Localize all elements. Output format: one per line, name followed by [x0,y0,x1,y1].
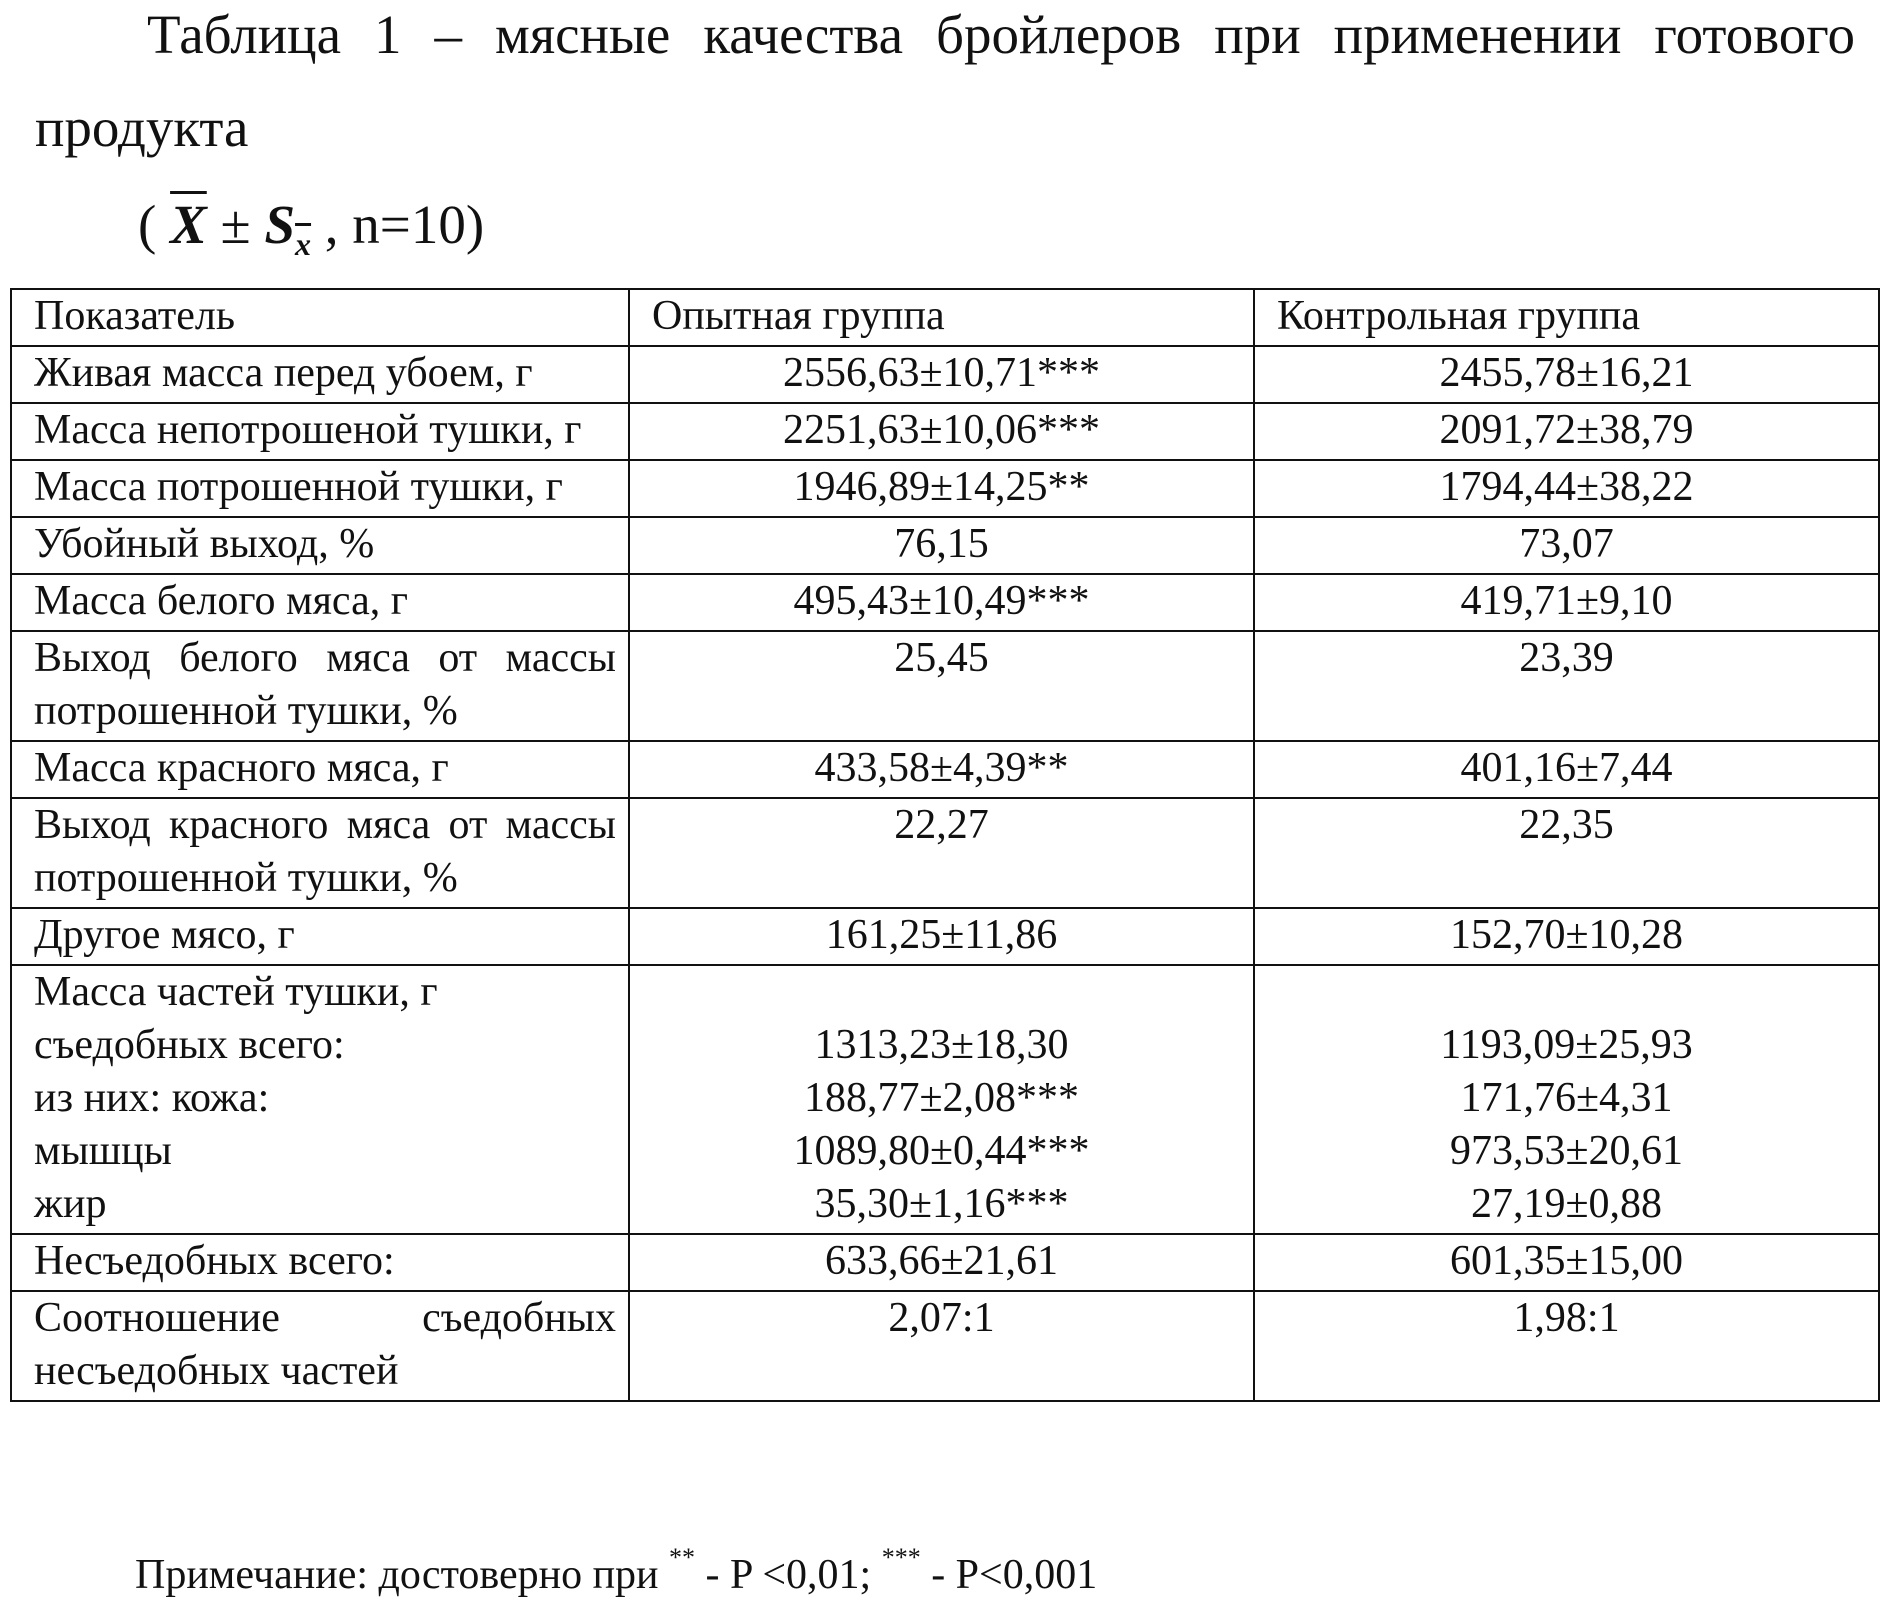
row-label: Масса потрошенной тушки, г [11,460,629,517]
footnote-threshold-2: - P<0,001 [920,1552,1098,1598]
control-value [1255,966,1878,1019]
table-row [11,346,1879,403]
row-label: Масса красного мяса, г [11,741,629,798]
header-experimental-group: Опытная группа [629,289,1254,346]
footnote-marker-double: ** [669,1543,696,1572]
experimental-value [630,966,1253,1019]
experimental-value: 2251,63±10,06*** [629,403,1254,460]
row-label: из них: кожа: [34,1075,270,1121]
meat-quality-table [10,288,1880,1402]
experimental-value: 495,43±10,49*** [629,574,1254,631]
table-row [11,631,1879,741]
experimental-value: 633,66±21,61 [629,1234,1254,1291]
row-label: Другое мясо, г [11,908,629,965]
control-value: 973,53±20,61 [1449,1128,1684,1174]
formula-plus-minus: ± [206,194,265,255]
header-control-group: Контрольная группа [1254,289,1879,346]
formula-sample-size: , n=10) [311,194,485,255]
row-label: Масса частей тушки, г [34,969,438,1015]
table-row-carcass-parts [11,965,1879,1234]
row-label: Живая масса перед убоем, г [11,346,629,403]
table-row [11,908,1879,965]
experimental-value-group [629,965,1254,1234]
row-label: Масса белого мяса, г [11,574,629,631]
control-value: 2091,72±38,79 [1254,403,1879,460]
control-value: 27,19±0,88 [1470,1181,1663,1227]
table-row [11,403,1879,460]
footnote-marker-triple: *** [881,1543,921,1572]
control-value: 419,71±9,10 [1254,574,1879,631]
control-value: 1193,09±25,93 [1440,1022,1693,1068]
formula-error: S [264,194,296,255]
formula-mean: $\overline{X}$ [170,194,207,255]
table-row [11,517,1879,574]
statistics-formula [138,190,484,279]
row-label-group [11,965,629,1234]
control-value: 23,39 [1254,631,1879,741]
table-row [11,460,1879,517]
row-label: Убойный выход, % [11,517,629,574]
experimental-value: 433,58±4,39** [629,741,1254,798]
table-header-row [11,289,1879,346]
row-label: жир [34,1181,107,1227]
table-caption-continuation: продукта [35,97,249,158]
experimental-value: 2,07:1 [629,1291,1254,1401]
formula-error-subscript: x [295,226,312,262]
experimental-value: 22,27 [629,798,1254,908]
experimental-value: 1946,89±14,25** [629,460,1254,517]
control-value: 73,07 [1254,517,1879,574]
footnote-threshold-1: - P <0,01; [695,1552,882,1598]
experimental-value: 35,30±1,16*** [814,1181,1069,1227]
header-indicator: Показатель [11,289,629,346]
table-footnote [135,1530,1097,1603]
control-value: 1794,44±38,22 [1254,460,1879,517]
experimental-value: 188,77±2,08*** [803,1075,1080,1121]
table-row [11,574,1879,631]
control-value: 152,70±10,28 [1254,908,1879,965]
control-value: 601,35±15,00 [1254,1234,1879,1291]
experimental-value: 76,15 [629,517,1254,574]
control-value: 171,76±4,31 [1460,1075,1673,1121]
table-row [11,741,1879,798]
table-row [11,798,1879,908]
formula-open: ( [138,194,171,255]
row-label: мышцы [34,1128,172,1174]
row-label: съедобных всего: [34,1022,345,1068]
experimental-value: 2556,63±10,71*** [629,346,1254,403]
row-label: Выход красного мяса от массы потрошенной тушки, % [11,798,629,908]
row-label: Несъедобных всего: [11,1234,629,1291]
experimental-value: 25,45 [629,631,1254,741]
control-value: 1,98:1 [1254,1291,1879,1401]
table-caption: Таблица 1 – мясные качества бройлеров при применении готового [147,4,1855,65]
row-label: Масса непотрошеной тушки, г [11,403,629,460]
control-value: 22,35 [1254,798,1879,908]
experimental-value: 161,25±11,86 [629,908,1254,965]
table-row [11,1234,1879,1291]
control-value: 2455,78±16,21 [1254,346,1879,403]
control-value: 401,16±7,44 [1254,741,1879,798]
row-label: Соотношение съедобных несъедобных частей [11,1291,629,1401]
control-value-group [1254,965,1879,1234]
experimental-value: 1313,23±18,30 [814,1022,1069,1068]
row-label: Выход белого мяса от массы потрошенной тушки, % [11,631,629,741]
experimental-value: 1089,80±0,44*** [793,1128,1090,1174]
footnote-prefix: Примечание: достоверно при [135,1552,670,1598]
table-row [11,1291,1879,1401]
